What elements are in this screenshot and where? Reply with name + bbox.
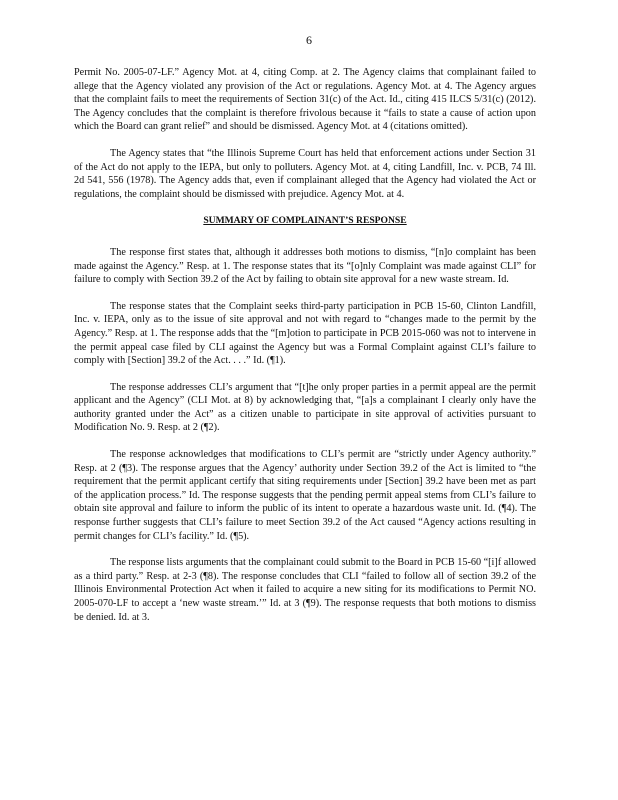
section-heading xyxy=(74,214,536,228)
paragraph-response-proper-parties: The response addresses CLI’s argument that “[t]he only proper parties in a permit appeal are the permit applicant and the Agency” (CLI Mot. at 8) by acknowledging that, “[a]s a complainant I clearly only have the authority granted under the Act” as a citizen unable to participate in site approval of activities pursuant to Modification No. 9. Resp. at 2 (¶2). xyxy=(74,381,536,434)
paragraph-response-conclusion: The response lists arguments that the complainant could submit to the Board in PCB 15-60 “[i]f allowed as a third party.” Resp. at 2-3 (¶8). The response concludes that CLI “failed to follow all of section 39.2 of the Illinois Environmental Protection Act when it failed to acquire a new siting for its modifications to Permit NO. 2005-070-LF to accept a ‘new waste stream.’” Id. at 3 (¶9). The response requests that both motions to dismiss be denied. Id. at 3. xyxy=(74,557,536,623)
paragraph-agency-supreme-court: The Agency states that “the Illinois Supreme Court has held that enforcement actions under Section 31 of the Act do not apply to the IEPA, but only to polluters. Agency Mot. at 4, citing Landfill, Inc. v. PCB, 74 Ill. 2d 541, 556 (1978). The Agency adds that, even if complainant alleged that the Agency had violated the Act or regulations, the complaint should be dismissed with prejudice. Agency Mot. at 4. xyxy=(74,147,536,200)
page-number: 6 xyxy=(306,33,312,47)
paragraph-response-first: The response first states that, although it addresses both motions to dismiss, “[n]o complaint has been made against the Agency.” Resp. at 1. The response states that its “[o]nly Complaint was made against CLI” for failure to comply with Section 39.2 of the Act by failing to obtain site approval for a new waste stream. Id. xyxy=(74,246,536,286)
section-heading-text: SUMMARY OF COMPLAINANT’S RESPONSE xyxy=(203,215,407,227)
paragraph-response-modifications: The response acknowledges that modifications to CLI’s permit are “strictly under Agency authority.” Resp. at 2 (¶3). The response argues that the Agency’ authority under Section 39.2 of the Act is limited to “the requirement that the permit applicant certify that siting requirements under [Section] 39.2 have been met as part of the application process.” Id. The response suggests that the pending permit appeal stems from CLI’s failure to obtain site approval and failure to inform the public of its intent to operate a hazardous waste unit. Id. (¶4). The response further suggests that CLI’s failure to meet Section 39.2 of the Act caused “Agency actions resulting in permit changes for CLI’s facility.” Id. (¶5). xyxy=(74,449,536,542)
paragraph-response-third-party: The response states that the Complaint seeks third-party participation in PCB 15-60, Clinton Landfill, Inc. v. IEPA, only as to the issue of site approval and not with regard to “changes made to the permit by the Agency.” Resp. at 1. The response adds that the “[m]otion to participate in PCB 2015-060 was not to intervene in the permit appeal case filed by CLI against the Agency but was a Formal Complaint against CLI’s failure to comply with [Section] 39.2 of the Act. . . .” Id. (¶1). xyxy=(74,300,537,367)
paragraph-agency-motion-cont: Permit No. 2005-07-LF.” Agency Mot. at 4, citing Comp. at 2. The Agency claims that complainant failed to allege that the Agency violated any provision of the Act or regulations. Agency Mot. at 4. The Agency argues that the complaint fails to meet the requirements of Section 31(c) of the Act. Id., citing 415 ILCS 5/31(c) (2012). The Agency concludes that the complaint is therefore frivolous because it “fails to state a cause of action upon which the Board can grant relief” and should be dismissed. Agency Mot. at 4 (citations omitted). xyxy=(74,67,536,133)
document-body xyxy=(74,66,536,637)
